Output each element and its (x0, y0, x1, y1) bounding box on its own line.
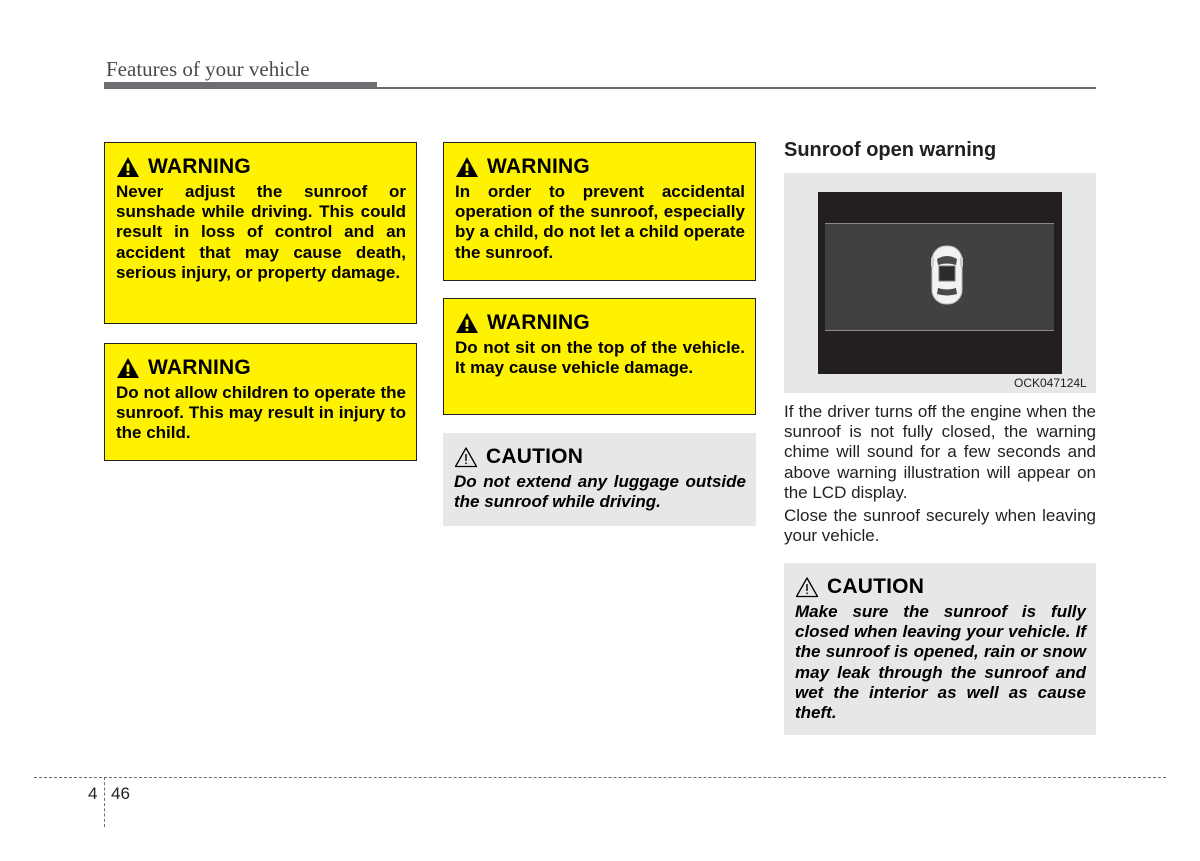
warning-title: WARNING (148, 356, 251, 379)
figure-code: OCK047124L (1014, 376, 1087, 390)
caution-box-close-sunroof (784, 563, 1096, 735)
warning-text: Never adjust the sunroof or sunshade while driving. This could result in loss of control and an accident that may cause death, serious injury, or property damage. (116, 182, 406, 282)
body-paragraph-1: If the driver turns off the engine when the sunroof is not fully closed, the warning chime will sound for a few seconds and above warning illustration will appear on the LCD display. (784, 402, 1096, 502)
warning-box-sunroof-adjust (104, 142, 417, 324)
warning-header (116, 355, 406, 381)
lcd-display-illustration (818, 192, 1062, 374)
warning-header (455, 310, 745, 336)
warning-box-children (104, 343, 417, 461)
warning-box-accidental-operation (443, 142, 756, 281)
lcd-display-band (825, 223, 1054, 331)
warning-title: WARNING (487, 311, 590, 334)
header-rule-thin (377, 87, 1096, 89)
caution-text: Make sure the sunroof is fully closed when leaving your vehicle. If the sunroof is opened, rain or snow may leak through the sunroof and wet the interior as well as cause theft. (795, 602, 1086, 723)
body-paragraph-2: Close the sunroof securely when leaving your vehicle. (784, 506, 1096, 546)
caution-title: CAUTION (827, 575, 925, 598)
warning-title: WARNING (487, 155, 590, 178)
warning-triangle-icon (116, 357, 140, 379)
chapter-number: 4 (88, 784, 98, 803)
header-rule-thick (104, 82, 377, 89)
warning-box-do-not-sit (443, 298, 756, 415)
footer-rule (34, 777, 1166, 778)
section-title: Sunroof open warning (784, 139, 997, 161)
caution-text: Do not extend any luggage outside the sunroof while driving. (454, 472, 746, 512)
caution-box-luggage (443, 433, 756, 526)
caution-header (454, 444, 746, 470)
warning-triangle-icon (455, 312, 479, 334)
warning-header (455, 154, 745, 180)
warning-title: WARNING (148, 155, 251, 178)
page-header-title: Features of your vehicle (106, 57, 310, 81)
caution-title: CAUTION (486, 445, 584, 468)
warning-header (116, 154, 406, 180)
warning-text: Do not allow children to operate the sunroof. This may result in injury to the child. (116, 383, 406, 443)
warning-triangle-icon (455, 156, 479, 178)
caution-triangle-outline-icon (454, 446, 478, 468)
warning-text: Do not sit on the top of the vehicle. It may cause vehicle damage. (455, 338, 745, 378)
warning-triangle-icon (116, 156, 140, 178)
caution-triangle-outline-icon (795, 576, 819, 598)
car-top-view-sunroof-open-icon (929, 244, 965, 306)
warning-text: In order to prevent accidental operation of the sunroof, especially by a child, do not let a child operate the sunroof. (455, 182, 745, 262)
page-number: 46 (111, 784, 130, 803)
caution-header (795, 574, 1086, 600)
footer-divider (104, 777, 105, 827)
